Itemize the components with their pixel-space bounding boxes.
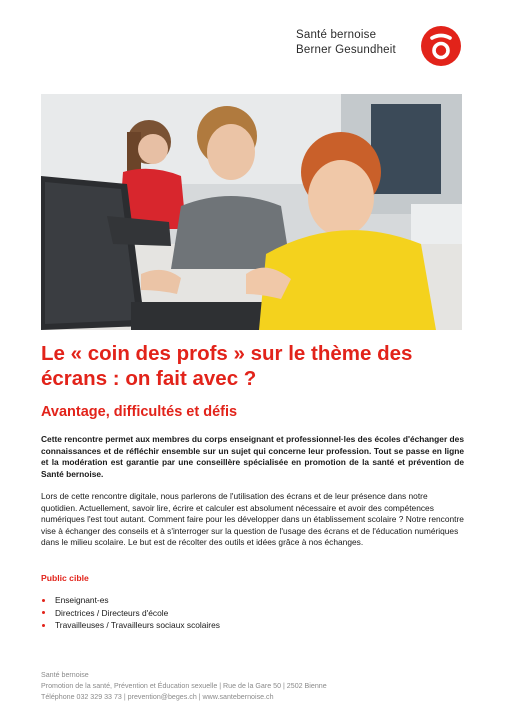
page-subtitle: Avantage, difficultés et défis	[41, 404, 238, 420]
body-paragraph: Lors de cette rencontre digitale, nous parlerons de l'utilisation des écrans et de leur présence dans notre quotidien. Actuellement, savoir lire, écrire et calculer est absolument nécessaire et avoir des compétences numériques l'est tout autant. Comment faire pour les développer dans un établissement scolaire ? Notre rencontre vise à échanger des conseils et à s'interroger sur la question de l'usage des écrans et de l'éducation numériques dans le milieu scolaire. Le but est de récolter des outils et idées grâce à nos échanges.	[41, 491, 464, 548]
brand-line-fr: Santé bernoise	[296, 29, 377, 41]
sante-bernoise-logo-icon	[421, 26, 461, 66]
footer-org-name: Santé bernoise	[41, 671, 89, 679]
list-item-label: Travailleuses / Travailleurs sociaux scolaires	[55, 620, 220, 631]
list-item	[41, 607, 220, 620]
intro-paragraph: Cette rencontre permet aux membres du corps enseignant et professionnel·les des écoles d'échanger des connaissances et de réfléchir ensemble sur un sujet qui concerne leur profession. Tout se passe en ligne et la modération est garantie par une conseillère spécialisée en promotion de la santé et prévention de Santé bernoise.	[41, 434, 464, 479]
footer	[41, 670, 327, 702]
hero-photo	[41, 94, 462, 330]
list-item	[41, 594, 220, 607]
page-title: Le « coin des profs » sur le thème des écrans : on fait avec ?	[41, 342, 413, 390]
bullet-icon	[42, 611, 45, 614]
footer-address: Promotion de la santé, Prévention et Éducation sexuelle | Rue de la Gare 50 | 2502 Bienne	[41, 681, 327, 690]
list-item	[41, 619, 220, 632]
audience-list	[41, 594, 220, 632]
list-item-label: Enseignant-es	[55, 595, 109, 605]
audience-heading: Public cible	[41, 573, 89, 583]
list-item-label: Directrices / Directeurs d'école	[55, 607, 169, 618]
bullet-icon	[42, 599, 45, 602]
photo-children-laptop-icon	[41, 94, 462, 330]
footer-contact: Téléphone 032 329 33 73 | prevention@beges.ch | www.santebernoise.ch	[41, 692, 274, 701]
brand-name	[296, 28, 396, 58]
brand-line-de: Berner Gesundheit	[296, 44, 396, 56]
bullet-icon	[42, 624, 45, 627]
